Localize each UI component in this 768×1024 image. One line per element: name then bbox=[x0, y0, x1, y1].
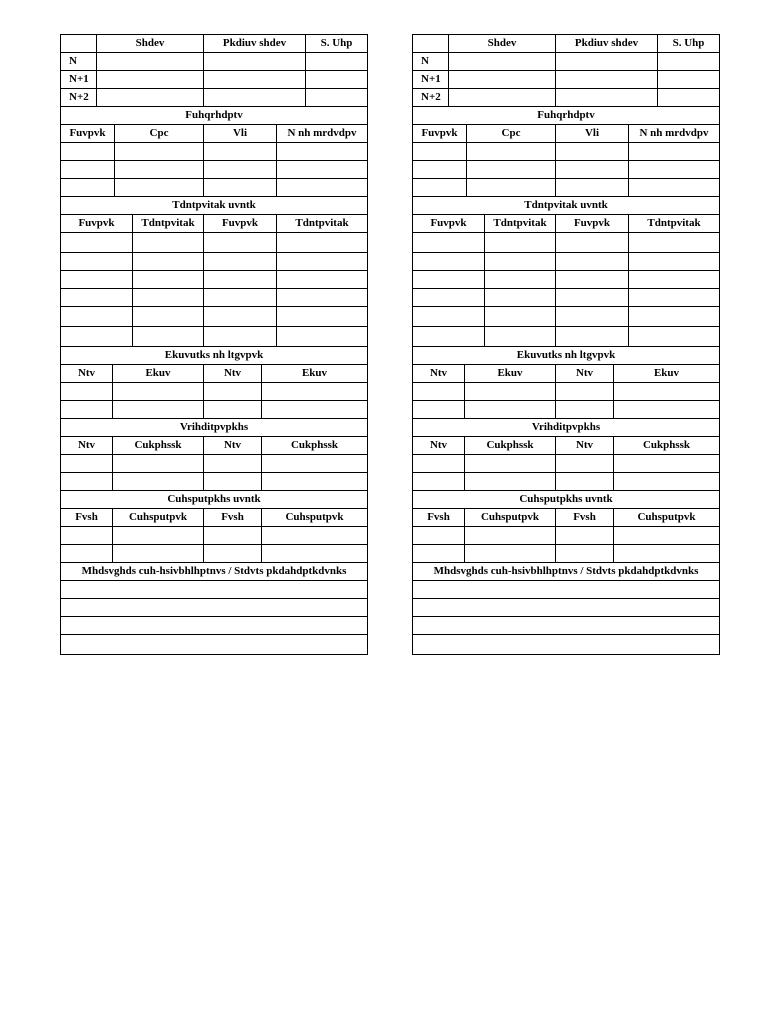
column-header: Cukphssk bbox=[614, 437, 720, 455]
column-header: Ntv bbox=[61, 365, 113, 383]
column-header: Cpc bbox=[467, 125, 556, 143]
input-cell[interactable] bbox=[556, 53, 658, 71]
column-header: Ekuv bbox=[262, 365, 368, 383]
input-cell[interactable] bbox=[556, 143, 629, 161]
column-header: Fuvpvk bbox=[61, 215, 133, 233]
input-cell[interactable] bbox=[467, 143, 556, 161]
input-cell[interactable] bbox=[204, 401, 262, 419]
column-header: Ntv bbox=[204, 437, 262, 455]
section-3-table bbox=[60, 347, 368, 419]
input-cell[interactable] bbox=[413, 455, 465, 473]
input-cell[interactable] bbox=[204, 253, 277, 271]
input-cell[interactable] bbox=[204, 473, 262, 491]
input-cell[interactable] bbox=[306, 53, 368, 71]
input-cell[interactable] bbox=[277, 253, 368, 271]
input-cell[interactable] bbox=[413, 271, 485, 289]
input-cell[interactable] bbox=[133, 327, 204, 347]
column-header: Fvsh bbox=[556, 509, 614, 527]
input-cell[interactable] bbox=[556, 71, 658, 89]
input-cell[interactable] bbox=[277, 179, 368, 197]
input-cell[interactable] bbox=[113, 401, 204, 419]
input-cell[interactable] bbox=[115, 161, 204, 179]
input-cell[interactable] bbox=[413, 581, 720, 599]
input-cell[interactable] bbox=[485, 253, 556, 271]
input-cell[interactable] bbox=[449, 71, 556, 89]
column-header: Ntv bbox=[413, 365, 465, 383]
input-cell[interactable] bbox=[413, 617, 720, 635]
input-cell[interactable] bbox=[465, 473, 556, 491]
input-cell[interactable] bbox=[413, 233, 485, 253]
column-header: Ntv bbox=[556, 365, 614, 383]
input-cell[interactable] bbox=[277, 327, 368, 347]
section-title: Cuhsputpkhs uvntk bbox=[413, 491, 720, 509]
column-header: Tdntpvitak bbox=[629, 215, 720, 233]
row-label: N+2 bbox=[61, 89, 97, 107]
column-header: Fuvpvk bbox=[413, 125, 467, 143]
header-table bbox=[412, 34, 720, 107]
input-cell[interactable] bbox=[113, 473, 204, 491]
column-header: Fuvpvk bbox=[61, 125, 115, 143]
input-cell[interactable] bbox=[485, 327, 556, 347]
input-cell[interactable] bbox=[413, 289, 485, 307]
input-cell[interactable] bbox=[204, 307, 277, 327]
header-col-1: Shdev bbox=[97, 35, 204, 53]
input-cell[interactable] bbox=[61, 527, 113, 545]
input-cell[interactable] bbox=[614, 527, 720, 545]
input-cell[interactable] bbox=[556, 307, 629, 327]
input-cell[interactable] bbox=[277, 289, 368, 307]
input-cell[interactable] bbox=[413, 401, 465, 419]
input-cell[interactable] bbox=[115, 179, 204, 197]
input-cell[interactable] bbox=[262, 383, 368, 401]
input-cell[interactable] bbox=[556, 233, 629, 253]
input-cell[interactable] bbox=[262, 401, 368, 419]
column-header: Ntv bbox=[204, 365, 262, 383]
input-cell[interactable] bbox=[629, 289, 720, 307]
input-cell[interactable] bbox=[465, 383, 556, 401]
header-col-2: Pkdiuv shdev bbox=[204, 35, 306, 53]
section-title: Fuhqrhdptv bbox=[61, 107, 368, 125]
input-cell[interactable] bbox=[204, 143, 277, 161]
section-title: Cuhsputpkhs uvntk bbox=[61, 491, 368, 509]
input-cell[interactable] bbox=[262, 545, 368, 563]
column-header: Cukphssk bbox=[262, 437, 368, 455]
input-cell[interactable] bbox=[133, 253, 204, 271]
column-header: Cuhsputpvk bbox=[262, 509, 368, 527]
input-cell[interactable] bbox=[614, 455, 720, 473]
section-title: Ekuvutks nh ltgvpvk bbox=[413, 347, 720, 365]
column-header: N nh mrdvdpv bbox=[277, 125, 368, 143]
input-cell[interactable] bbox=[204, 527, 262, 545]
input-cell[interactable] bbox=[556, 455, 614, 473]
input-cell[interactable] bbox=[629, 307, 720, 327]
input-cell[interactable] bbox=[204, 53, 306, 71]
input-cell[interactable] bbox=[556, 271, 629, 289]
input-cell[interactable] bbox=[413, 635, 720, 655]
section-title: Fuhqrhdptv bbox=[413, 107, 720, 125]
input-cell[interactable] bbox=[465, 455, 556, 473]
column-header: Fvsh bbox=[413, 509, 465, 527]
input-cell[interactable] bbox=[113, 455, 204, 473]
input-cell[interactable] bbox=[658, 71, 720, 89]
input-cell[interactable] bbox=[449, 89, 556, 107]
input-cell[interactable] bbox=[556, 401, 614, 419]
input-cell[interactable] bbox=[467, 161, 556, 179]
row-label: N bbox=[413, 53, 449, 71]
input-cell[interactable] bbox=[413, 327, 485, 347]
input-cell[interactable] bbox=[61, 289, 133, 307]
input-cell[interactable] bbox=[629, 143, 720, 161]
input-cell[interactable] bbox=[614, 473, 720, 491]
input-cell[interactable] bbox=[277, 307, 368, 327]
input-cell[interactable] bbox=[658, 89, 720, 107]
input-cell[interactable] bbox=[556, 253, 629, 271]
input-cell[interactable] bbox=[61, 307, 133, 327]
header-corner-cell bbox=[61, 35, 97, 53]
input-cell[interactable] bbox=[629, 327, 720, 347]
input-cell[interactable] bbox=[204, 327, 277, 347]
input-cell[interactable] bbox=[614, 545, 720, 563]
header-table bbox=[60, 34, 368, 107]
column-header: Fuvpvk bbox=[413, 215, 485, 233]
input-cell[interactable] bbox=[97, 71, 204, 89]
input-cell[interactable] bbox=[485, 307, 556, 327]
input-cell[interactable] bbox=[306, 89, 368, 107]
input-cell[interactable] bbox=[204, 455, 262, 473]
column-header: Ekuv bbox=[465, 365, 556, 383]
section-1-table bbox=[412, 107, 720, 197]
input-cell[interactable] bbox=[204, 545, 262, 563]
input-cell[interactable] bbox=[485, 233, 556, 253]
input-cell[interactable] bbox=[61, 271, 133, 289]
input-cell[interactable] bbox=[61, 581, 368, 599]
input-cell[interactable] bbox=[262, 455, 368, 473]
input-cell[interactable] bbox=[61, 253, 133, 271]
column-header: N nh mrdvdpv bbox=[629, 125, 720, 143]
section-title: Tdntpvitak uvntk bbox=[413, 197, 720, 215]
input-cell[interactable] bbox=[97, 89, 204, 107]
input-cell[interactable] bbox=[204, 383, 262, 401]
input-cell[interactable] bbox=[113, 383, 204, 401]
column-header: Tdntpvitak bbox=[133, 215, 204, 233]
input-cell[interactable] bbox=[61, 161, 115, 179]
input-cell[interactable] bbox=[465, 545, 556, 563]
input-cell[interactable] bbox=[61, 383, 113, 401]
input-cell[interactable] bbox=[204, 289, 277, 307]
section-2-table bbox=[412, 197, 720, 347]
input-cell[interactable] bbox=[133, 233, 204, 253]
section-1-table bbox=[60, 107, 368, 197]
input-cell[interactable] bbox=[556, 179, 629, 197]
input-cell[interactable] bbox=[614, 401, 720, 419]
input-cell[interactable] bbox=[629, 253, 720, 271]
input-cell[interactable] bbox=[629, 271, 720, 289]
row-label: N+1 bbox=[413, 71, 449, 89]
input-cell[interactable] bbox=[204, 179, 277, 197]
input-cell[interactable] bbox=[413, 599, 720, 617]
input-cell[interactable] bbox=[629, 161, 720, 179]
input-cell[interactable] bbox=[629, 233, 720, 253]
column-header: Fuvpvk bbox=[556, 215, 629, 233]
section-title: Mhdsvghds cuh-hsivbhlhptnvs / Stdvts pkdahdptkdvnks bbox=[413, 563, 720, 581]
input-cell[interactable] bbox=[413, 473, 465, 491]
section-title: Mhdsvghds cuh-hsivbhlhptnvs / Stdvts pkdahdptkdvnks bbox=[61, 563, 368, 581]
column-header: Vli bbox=[556, 125, 629, 143]
section-title: Vrihditpvpkhs bbox=[413, 419, 720, 437]
input-cell[interactable] bbox=[133, 289, 204, 307]
column-header: Cpc bbox=[115, 125, 204, 143]
input-cell[interactable] bbox=[277, 161, 368, 179]
input-cell[interactable] bbox=[485, 289, 556, 307]
input-cell[interactable] bbox=[61, 545, 113, 563]
input-cell[interactable] bbox=[465, 527, 556, 545]
input-cell[interactable] bbox=[449, 53, 556, 71]
input-cell[interactable] bbox=[113, 527, 204, 545]
input-cell[interactable] bbox=[413, 161, 467, 179]
input-cell[interactable] bbox=[413, 253, 485, 271]
input-cell[interactable] bbox=[556, 383, 614, 401]
input-cell[interactable] bbox=[61, 617, 368, 635]
form-right bbox=[412, 34, 720, 655]
input-cell[interactable] bbox=[465, 401, 556, 419]
input-cell[interactable] bbox=[61, 327, 133, 347]
input-cell[interactable] bbox=[61, 401, 113, 419]
input-cell[interactable] bbox=[556, 545, 614, 563]
section-title: Tdntpvitak uvntk bbox=[61, 197, 368, 215]
column-header: Cukphssk bbox=[113, 437, 204, 455]
input-cell[interactable] bbox=[629, 179, 720, 197]
section-5-table bbox=[60, 491, 368, 563]
section-3-table bbox=[412, 347, 720, 419]
input-cell[interactable] bbox=[306, 71, 368, 89]
input-cell[interactable] bbox=[556, 527, 614, 545]
input-cell[interactable] bbox=[262, 527, 368, 545]
input-cell[interactable] bbox=[61, 635, 368, 655]
input-cell[interactable] bbox=[61, 233, 133, 253]
input-cell[interactable] bbox=[113, 545, 204, 563]
column-header: Cukphssk bbox=[465, 437, 556, 455]
section-4-table bbox=[60, 419, 368, 491]
input-cell[interactable] bbox=[204, 233, 277, 253]
section-5-table bbox=[412, 491, 720, 563]
column-header: Cuhsputpvk bbox=[113, 509, 204, 527]
input-cell[interactable] bbox=[556, 289, 629, 307]
header-col-2: Pkdiuv shdev bbox=[556, 35, 658, 53]
header-corner-cell bbox=[413, 35, 449, 53]
input-cell[interactable] bbox=[277, 271, 368, 289]
input-cell[interactable] bbox=[204, 161, 277, 179]
column-header: Ntv bbox=[413, 437, 465, 455]
section-title: Vrihditpvpkhs bbox=[61, 419, 368, 437]
section-2-table bbox=[60, 197, 368, 347]
input-cell[interactable] bbox=[133, 307, 204, 327]
section-6-table bbox=[60, 563, 368, 655]
header-col-3: S. Uhp bbox=[306, 35, 368, 53]
input-cell[interactable] bbox=[556, 327, 629, 347]
input-cell[interactable] bbox=[133, 271, 204, 289]
input-cell[interactable] bbox=[556, 161, 629, 179]
input-cell[interactable] bbox=[204, 71, 306, 89]
header-col-3: S. Uhp bbox=[658, 35, 720, 53]
section-6-table bbox=[412, 563, 720, 655]
input-cell[interactable] bbox=[413, 179, 467, 197]
input-cell[interactable] bbox=[413, 307, 485, 327]
input-cell[interactable] bbox=[97, 53, 204, 71]
input-cell[interactable] bbox=[413, 545, 465, 563]
column-header: Ekuv bbox=[113, 365, 204, 383]
row-label: N bbox=[61, 53, 97, 71]
column-header: Tdntpvitak bbox=[277, 215, 368, 233]
column-header: Cuhsputpvk bbox=[465, 509, 556, 527]
input-cell[interactable] bbox=[262, 473, 368, 491]
input-cell[interactable] bbox=[115, 143, 204, 161]
column-header: Ntv bbox=[556, 437, 614, 455]
input-cell[interactable] bbox=[204, 89, 306, 107]
input-cell[interactable] bbox=[61, 599, 368, 617]
input-cell[interactable] bbox=[413, 527, 465, 545]
input-cell[interactable] bbox=[61, 455, 113, 473]
input-cell[interactable] bbox=[413, 383, 465, 401]
column-header: Fuvpvk bbox=[204, 215, 277, 233]
input-cell[interactable] bbox=[61, 143, 115, 161]
input-cell[interactable] bbox=[61, 179, 115, 197]
column-header: Tdntpvitak bbox=[485, 215, 556, 233]
column-header: Fvsh bbox=[204, 509, 262, 527]
row-label: N+1 bbox=[61, 71, 97, 89]
input-cell[interactable] bbox=[556, 473, 614, 491]
form-left bbox=[60, 34, 368, 655]
input-cell[interactable] bbox=[485, 271, 556, 289]
input-cell[interactable] bbox=[277, 233, 368, 253]
section-4-table bbox=[412, 419, 720, 491]
header-col-1: Shdev bbox=[449, 35, 556, 53]
row-label: N+2 bbox=[413, 89, 449, 107]
column-header: Ntv bbox=[61, 437, 113, 455]
column-header: Fvsh bbox=[61, 509, 113, 527]
column-header: Ekuv bbox=[614, 365, 720, 383]
section-title: Ekuvutks nh ltgvpvk bbox=[61, 347, 368, 365]
column-header: Vli bbox=[204, 125, 277, 143]
input-cell[interactable] bbox=[61, 473, 113, 491]
input-cell[interactable] bbox=[658, 53, 720, 71]
input-cell[interactable] bbox=[614, 383, 720, 401]
column-header: Cuhsputpvk bbox=[614, 509, 720, 527]
input-cell[interactable] bbox=[204, 271, 277, 289]
input-cell[interactable] bbox=[413, 143, 467, 161]
input-cell[interactable] bbox=[556, 89, 658, 107]
input-cell[interactable] bbox=[277, 143, 368, 161]
input-cell[interactable] bbox=[467, 179, 556, 197]
